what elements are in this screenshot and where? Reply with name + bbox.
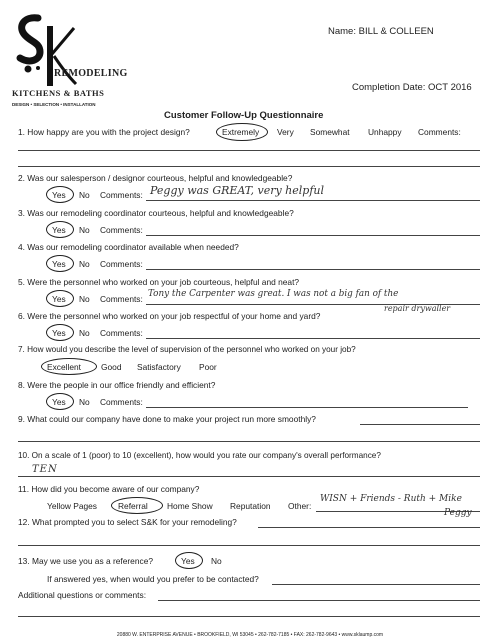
q2-no[interactable]: No bbox=[79, 190, 90, 200]
q2-comments-label: Comments: bbox=[100, 190, 143, 200]
q1-text: 1. How happy are you with the project design? bbox=[18, 127, 190, 137]
footer-address: 20880 W. ENTERPRISE AVENUE • BROOKFIELD, WI 53045 • 262-782-7185 • FAX: 262-782-9643 • www.sklaump.com bbox=[116, 632, 384, 638]
q7-option-good[interactable]: Good bbox=[101, 362, 122, 372]
q1-option-unhappy[interactable]: Unhappy bbox=[368, 127, 402, 137]
q4-yes-oval bbox=[46, 255, 74, 272]
q7-option-poor[interactable]: Poor bbox=[199, 362, 217, 372]
q13-yes-oval bbox=[175, 552, 203, 569]
q7-option-satisfactory[interactable]: Satisfactory bbox=[137, 362, 181, 372]
q1-option-somewhat[interactable]: Somewhat bbox=[310, 127, 350, 137]
q1-option-very[interactable]: Very bbox=[277, 127, 294, 137]
page-title: Customer Follow-Up Questionnaire bbox=[164, 110, 324, 121]
name-field bbox=[328, 26, 434, 37]
logo-subtitle: KITCHENS & BATHS bbox=[12, 88, 105, 98]
q8-comments-label: Comments: bbox=[100, 397, 143, 407]
q7-text: 7. How would you describe the level of supervision of the personnel who worked on your job? bbox=[18, 345, 356, 354]
q8-no[interactable]: No bbox=[79, 397, 90, 407]
q12-handwritten-answer: Peggy bbox=[444, 508, 472, 518]
q13-yes[interactable]: Yes bbox=[181, 556, 195, 566]
q13-text: 13. May we use you as a reference? bbox=[18, 556, 154, 566]
additional-line-2 bbox=[18, 616, 480, 617]
q5-handwritten-comment-continued: repair drywaller bbox=[384, 304, 451, 313]
q2-comment-line bbox=[146, 200, 480, 201]
name-label: Name: bbox=[328, 26, 356, 37]
q12-line-2 bbox=[18, 545, 480, 546]
q6-comments-label: Comments: bbox=[100, 328, 143, 338]
q4-text: 4. Was our remodeling coordinator available when needed? bbox=[18, 242, 239, 252]
q2-text: 2. Was our salesperson / designor courteous, helpful and knowledgeable? bbox=[18, 173, 293, 183]
completion-date-label: Completion Date: bbox=[352, 82, 426, 93]
q5-no[interactable]: No bbox=[79, 294, 90, 304]
q3-yes-oval bbox=[46, 221, 74, 238]
q5-handwritten-comment: Tony the Carpenter was great. I was not a big fan of the bbox=[148, 289, 399, 299]
q8-text: 8. Were the people in our office friendly and efficient? bbox=[18, 380, 216, 390]
q3-yes[interactable]: Yes bbox=[52, 225, 66, 235]
q5-text: 5. Were the personnel who worked on your job courteous, helpful and neat? bbox=[18, 277, 300, 287]
q11-selected-oval bbox=[111, 497, 163, 514]
additional-comments-label: Additional questions or comments: bbox=[18, 590, 147, 600]
q9-line-1 bbox=[360, 424, 480, 425]
completion-date-value: OCT 2016 bbox=[428, 82, 472, 93]
q11-option-home-show[interactable]: Home Show bbox=[167, 501, 213, 511]
q7-selected-oval bbox=[41, 358, 97, 375]
completion-date-field bbox=[352, 82, 472, 93]
q8-yes-oval bbox=[46, 393, 74, 410]
q3-comment-line bbox=[146, 235, 480, 236]
q11-option-referral[interactable]: Referral bbox=[118, 501, 148, 511]
q6-comment-line bbox=[146, 338, 480, 339]
q13-contact-line bbox=[272, 584, 480, 585]
q4-comments-label: Comments: bbox=[100, 259, 143, 269]
q6-yes[interactable]: Yes bbox=[52, 328, 66, 338]
q3-no[interactable]: No bbox=[79, 225, 90, 235]
logo-tagline: DESIGN • SELECTION • INSTALLATION bbox=[12, 102, 96, 107]
q11-other-label: Other: bbox=[288, 501, 312, 511]
name-value: BILL & COLLEEN bbox=[358, 26, 434, 37]
q1-option-extremely[interactable]: Extremely bbox=[222, 127, 260, 137]
q6-yes-oval bbox=[46, 324, 74, 341]
q1-line-1 bbox=[18, 150, 480, 151]
q13-sub-text: If answered yes, when would you prefer to be contacted? bbox=[47, 574, 259, 584]
q8-comment-line bbox=[146, 407, 468, 408]
q4-yes[interactable]: Yes bbox=[52, 259, 66, 269]
q2-yes[interactable]: Yes bbox=[52, 190, 66, 200]
logo-brand: REMODELING bbox=[54, 68, 128, 79]
q13-no[interactable]: No bbox=[211, 556, 222, 566]
q8-yes[interactable]: Yes bbox=[52, 397, 66, 407]
q1-line-2 bbox=[18, 166, 480, 167]
additional-line-1 bbox=[158, 600, 480, 601]
q3-comments-label: Comments: bbox=[100, 225, 143, 235]
q4-no[interactable]: No bbox=[79, 259, 90, 269]
q10-text: 10. On a scale of 1 (poor) to 10 (excellent), how would you rate our company's overall performance? bbox=[18, 451, 381, 460]
q10-answer-line bbox=[18, 476, 480, 477]
q11-option-reputation[interactable]: Reputation bbox=[230, 501, 271, 511]
q1-selected-oval bbox=[216, 123, 268, 141]
q6-no[interactable]: No bbox=[79, 328, 90, 338]
q12-text: 12. What prompted you to select S&K for your remodeling? bbox=[18, 517, 237, 527]
q1-comments-label: Comments: bbox=[418, 127, 461, 137]
q6-text: 6. Were the personnel who worked on your job respectful of your home and yard? bbox=[18, 311, 321, 321]
q11-text: 11. How did you become aware of our company? bbox=[18, 484, 200, 494]
q9-text: 9. What could our company have done to make your project run more smoothly? bbox=[18, 414, 316, 424]
q7-option-excellent[interactable]: Excellent bbox=[47, 362, 81, 372]
q11-handwritten-other: WISN + Friends - Ruth + Mike bbox=[320, 494, 462, 504]
q12-answer-line bbox=[258, 527, 480, 528]
q5-yes-oval bbox=[46, 290, 74, 307]
q5-yes[interactable]: Yes bbox=[52, 294, 66, 304]
q11-option-yellow-pages[interactable]: Yellow Pages bbox=[47, 501, 97, 511]
q5-comments-label: Comments: bbox=[100, 294, 143, 304]
q4-comment-line bbox=[146, 269, 480, 270]
q2-handwritten-comment: Peggy was GREAT, very helpful bbox=[150, 184, 325, 197]
q10-handwritten-answer: TEN bbox=[32, 464, 58, 475]
q9-line-2 bbox=[18, 441, 480, 442]
q2-yes-oval bbox=[46, 186, 74, 203]
q3-text: 3. Was our remodeling coordinator courteous, helpful and knowledgeable? bbox=[18, 208, 294, 218]
